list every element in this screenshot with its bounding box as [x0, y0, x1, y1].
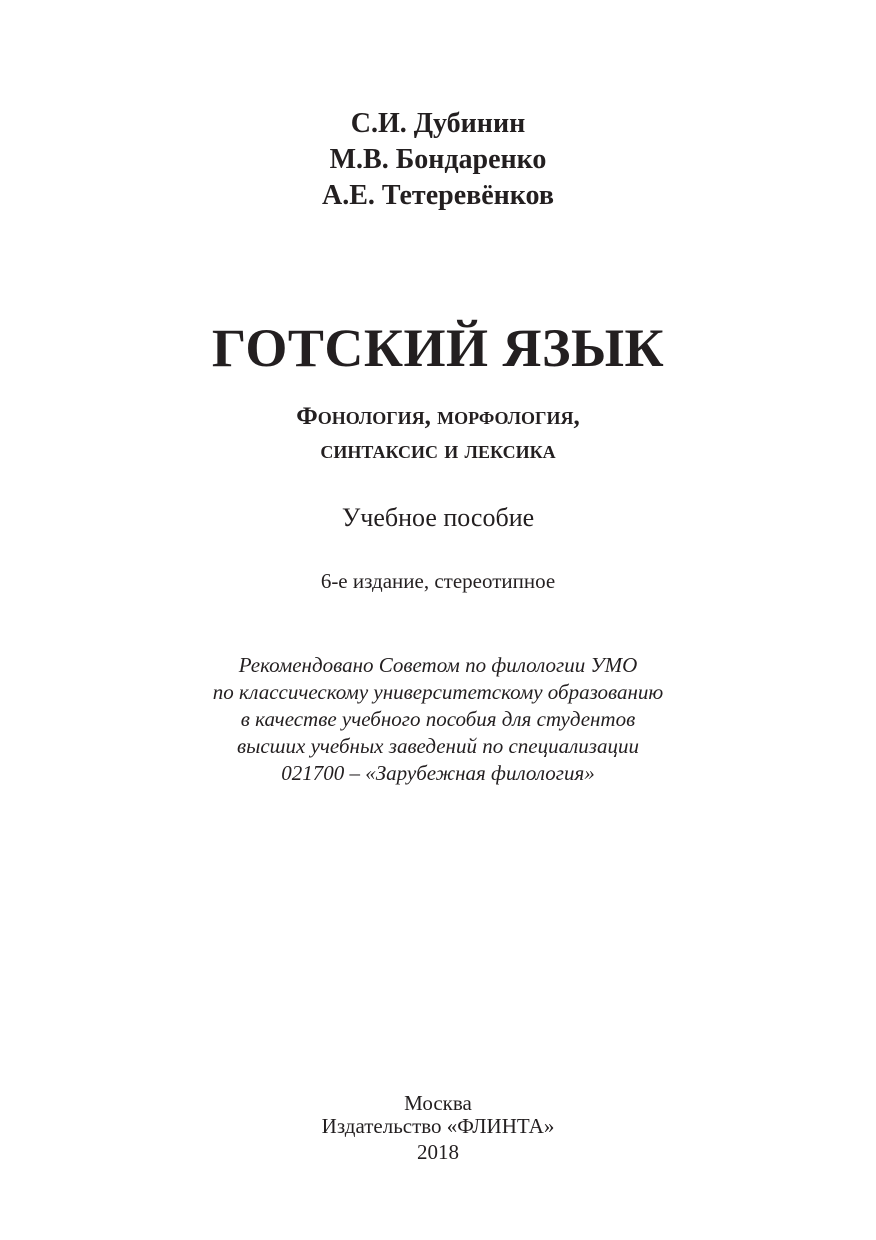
author-name: С.И. Дубинин — [350, 108, 526, 139]
imprint-city: Москва — [404, 1091, 472, 1115]
subtitle-line: синтаксис и лексика — [320, 437, 556, 464]
subtitle-line: Фонология, морфология, — [296, 403, 580, 430]
book-title: ГОТСКИЙ ЯЗЫК — [211, 318, 665, 378]
recommendation-line: Рекомендовано Советом по филологии УМО — [238, 653, 638, 677]
recommendation-line: 021700 – «Зарубежная филология» — [281, 761, 595, 785]
imprint-year: 2018 — [417, 1140, 459, 1164]
edition-note: 6-е издание, стереотипное — [320, 569, 556, 593]
recommendation-line: по классическому университетскому образованию — [212, 680, 664, 704]
author-name: М.В. Бондаренко — [329, 144, 547, 175]
recommendation-line: в качестве учебного пособия для студентов — [240, 707, 636, 731]
author-name: А.Е. Тетеревёнков — [322, 180, 554, 211]
book-type: Учебное пособие — [341, 503, 535, 532]
recommendation-line: высших учебных заведений по специализации — [237, 734, 639, 758]
imprint-publisher: Издательство «ФЛИНТА» — [321, 1114, 555, 1138]
